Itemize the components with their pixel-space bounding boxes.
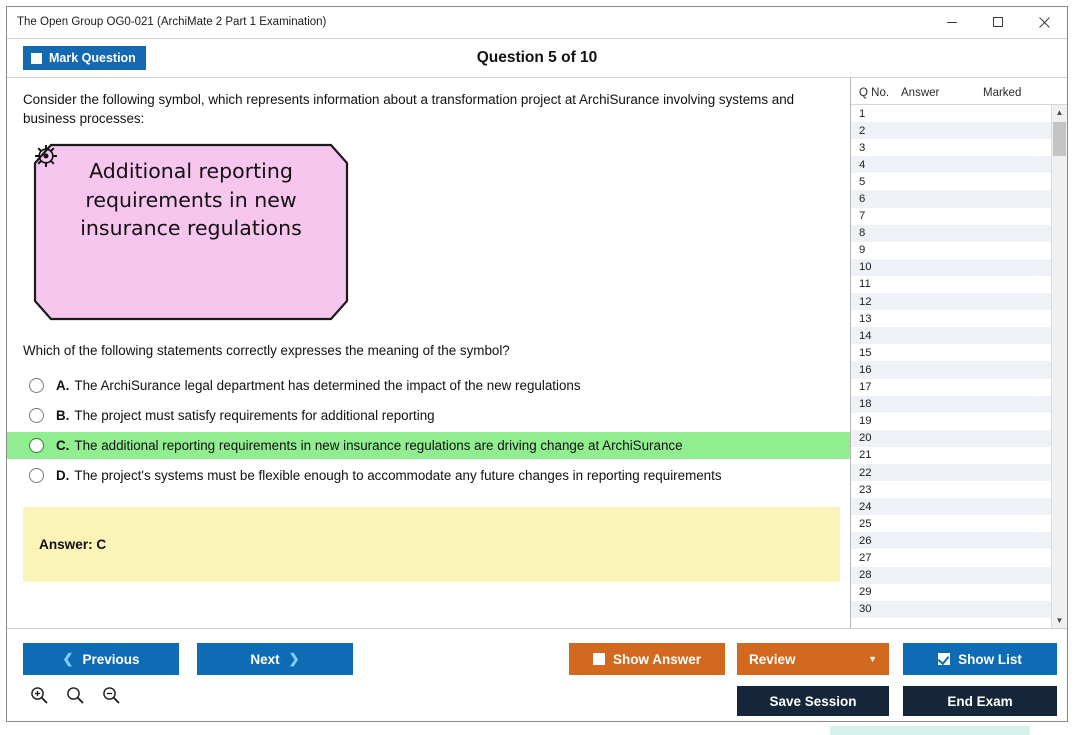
cell-qno: 13 — [859, 312, 872, 325]
cell-qno: 29 — [859, 586, 872, 599]
table-row[interactable] — [851, 190, 1051, 207]
table-row[interactable] — [851, 259, 1051, 276]
end-exam-button[interactable] — [903, 686, 1057, 716]
option-text: The additional reporting requirements in new insurance regulations are driving change at ArchiSurance — [74, 437, 683, 453]
answer-panel — [23, 507, 840, 582]
cell-qno: 6 — [859, 193, 866, 206]
maximize-button[interactable] — [975, 8, 1021, 37]
question-list-header — [851, 78, 1067, 105]
radio-icon — [29, 408, 44, 423]
cell-qno: 22 — [859, 466, 872, 479]
table-row[interactable] — [851, 139, 1051, 156]
option-letter: B. — [56, 407, 70, 423]
zoom-controls — [29, 685, 121, 710]
cell-qno: 10 — [859, 261, 872, 274]
option-text: The project's systems must be flexible enough to accommodate any future changes in reporting requirements — [74, 467, 722, 483]
question-stem: Consider the following symbol, which represents information about a transformation project at ArchiSurance involving systems and business processes: — [23, 92, 795, 127]
show-list-button[interactable] — [903, 643, 1057, 675]
minimize-icon — [946, 16, 958, 28]
end-exam-label: End Exam — [947, 693, 1013, 709]
cell-qno: 16 — [859, 363, 872, 376]
checkbox-icon — [31, 53, 42, 64]
table-row[interactable] — [851, 344, 1051, 361]
window-titlebar — [7, 7, 1067, 38]
cell-qno: 9 — [859, 244, 866, 257]
table-row[interactable] — [851, 327, 1051, 344]
table-row[interactable] — [851, 464, 1051, 481]
cell-qno: 28 — [859, 569, 872, 582]
cell-qno: 23 — [859, 483, 872, 496]
close-button[interactable] — [1021, 8, 1067, 37]
archimate-driver-symbol — [33, 143, 349, 321]
chevron-right-icon: ❯ — [288, 651, 300, 666]
show-answer-label: Show Answer — [612, 651, 701, 667]
review-dropdown[interactable] — [737, 643, 889, 675]
chevron-down-icon: ▼ — [868, 654, 877, 664]
option-text: The project must satisfy requirements for additional reporting — [74, 407, 435, 423]
table-row[interactable] — [851, 242, 1051, 259]
table-row[interactable] — [851, 549, 1051, 566]
minimize-button[interactable] — [929, 8, 975, 37]
taskbar-hint — [830, 726, 1030, 735]
mark-question-label: Mark Question — [49, 51, 136, 65]
column-header-answer: Answer — [901, 87, 940, 99]
review-label: Review — [749, 651, 796, 667]
exam-footer — [7, 628, 1067, 721]
radio-icon — [29, 378, 44, 393]
table-row[interactable] — [851, 515, 1051, 532]
table-row[interactable] — [851, 173, 1051, 190]
symbol-container — [7, 129, 850, 321]
option-b[interactable] — [7, 402, 850, 429]
option-letter: D. — [56, 467, 70, 483]
question-list-rows[interactable] — [851, 105, 1051, 628]
cell-qno: 18 — [859, 398, 872, 411]
question-pane — [7, 78, 850, 628]
option-a[interactable] — [7, 372, 850, 399]
column-header-qno: Q No. — [859, 87, 890, 99]
cell-qno: 5 — [859, 175, 866, 188]
option-letter: C. — [56, 437, 70, 453]
option-text: The ArchiSurance legal department has determined the impact of the new regulations — [74, 377, 581, 393]
table-row[interactable] — [851, 225, 1051, 242]
exam-header — [7, 38, 1067, 78]
window-title: The Open Group OG0-021 (ArchiMate 2 Part 1 Examination) — [17, 16, 327, 28]
cell-qno: 7 — [859, 210, 866, 223]
previous-label: Previous — [82, 651, 140, 667]
cell-qno: 19 — [859, 415, 872, 428]
table-row[interactable] — [851, 105, 1051, 122]
table-row[interactable] — [851, 481, 1051, 498]
scroll-down-icon[interactable]: ▼ — [1055, 616, 1064, 625]
question-counter: Question 5 of 10 — [476, 49, 598, 66]
cell-qno: 12 — [859, 295, 872, 308]
table-row[interactable] — [851, 584, 1051, 601]
table-row[interactable] — [851, 567, 1051, 584]
table-row[interactable] — [851, 447, 1051, 464]
cell-qno: 26 — [859, 534, 872, 547]
radio-icon — [29, 468, 44, 483]
cell-qno: 25 — [859, 517, 872, 530]
option-d[interactable] — [7, 462, 850, 489]
table-row[interactable] — [851, 122, 1051, 139]
table-row[interactable] — [851, 498, 1051, 515]
answer-text: Answer: C — [39, 536, 107, 552]
magnifier-icon[interactable] — [65, 685, 85, 710]
cell-qno: 1 — [859, 107, 866, 120]
cell-qno: 20 — [859, 432, 872, 445]
cell-qno: 8 — [859, 227, 866, 240]
show-list-label: Show List — [958, 651, 1022, 667]
table-row[interactable] — [851, 361, 1051, 378]
checkbox-icon — [593, 653, 605, 665]
table-row[interactable] — [851, 379, 1051, 396]
exam-body — [7, 78, 1067, 628]
table-row[interactable] — [851, 293, 1051, 310]
table-row[interactable] — [851, 276, 1051, 293]
driver-wheel-icon — [33, 143, 59, 169]
radio-icon — [29, 438, 44, 453]
cell-qno: 21 — [859, 449, 872, 462]
question-lead-in: Which of the following statements correctly expresses the meaning of the symbol? — [23, 342, 510, 358]
scroll-up-icon[interactable]: ▲ — [1055, 108, 1064, 117]
cell-qno: 3 — [859, 141, 866, 154]
table-row[interactable] — [851, 396, 1051, 413]
previous-button[interactable] — [23, 643, 179, 675]
cell-qno: 30 — [859, 603, 872, 616]
table-row[interactable] — [851, 532, 1051, 549]
table-row[interactable] — [851, 601, 1051, 618]
save-session-button[interactable] — [737, 686, 889, 716]
table-row[interactable] — [851, 310, 1051, 327]
table-row[interactable] — [851, 430, 1051, 447]
mark-question-button[interactable] — [23, 46, 146, 70]
show-answer-button[interactable] — [569, 643, 725, 675]
table-row[interactable] — [851, 208, 1051, 225]
cell-qno: 17 — [859, 381, 872, 394]
close-icon — [1038, 16, 1051, 29]
maximize-icon — [992, 16, 1004, 28]
zoom-in-icon[interactable] — [29, 685, 49, 710]
next-label: Next — [250, 651, 280, 667]
option-letter: A. — [56, 377, 70, 393]
cell-qno: 2 — [859, 124, 866, 137]
question-list-panel — [850, 78, 1067, 628]
symbol-text: Additional reporting requirements in new insurance regulations — [80, 158, 302, 241]
option-c[interactable] — [7, 432, 850, 459]
cell-qno: 27 — [859, 551, 872, 564]
question-list-body — [851, 105, 1067, 628]
column-header-marked: Marked — [983, 87, 1022, 99]
cell-qno: 24 — [859, 500, 872, 513]
table-row[interactable] — [851, 156, 1051, 173]
cell-qno: 14 — [859, 329, 872, 342]
save-session-label: Save Session — [769, 693, 857, 709]
chevron-left-icon: ❮ — [62, 651, 74, 666]
next-button[interactable] — [197, 643, 353, 675]
checkbox-checked-icon — [938, 653, 950, 665]
exam-window — [6, 6, 1068, 722]
cell-qno: 11 — [859, 278, 871, 291]
table-row[interactable] — [851, 413, 1051, 430]
scrollbar-thumb[interactable] — [1053, 122, 1066, 156]
cell-qno: 15 — [859, 346, 872, 359]
question-list-scrollbar[interactable] — [1051, 105, 1067, 628]
zoom-out-icon[interactable] — [101, 685, 121, 710]
cell-qno: 4 — [859, 158, 866, 171]
answer-options — [7, 372, 850, 489]
